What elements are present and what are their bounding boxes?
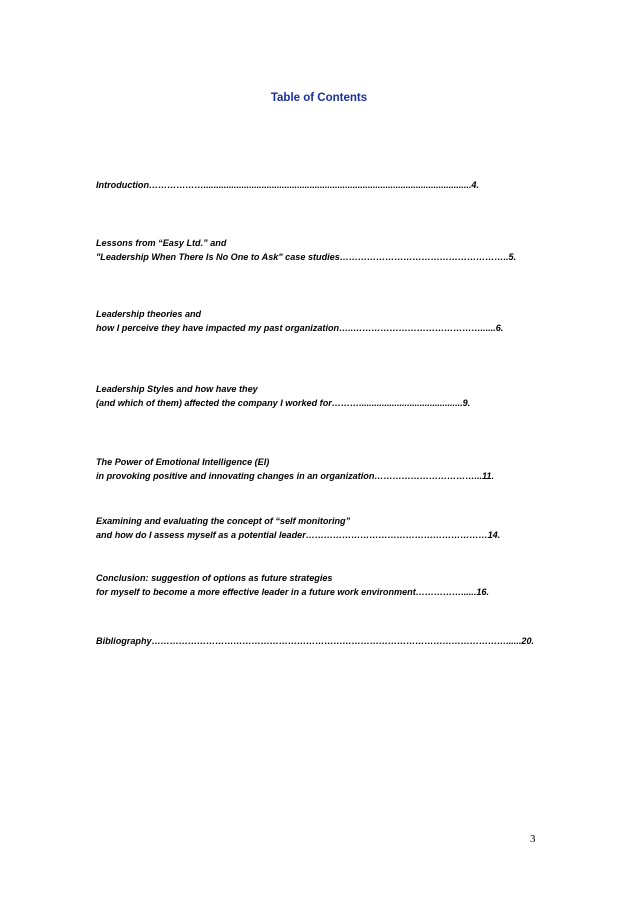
toc-entry-line: "Leadership When There Is No One to Ask" case studies………………………………………………..5. xyxy=(96,252,517,262)
toc-entry-leadership-theories xyxy=(96,307,546,335)
toc-entry-line: for myself to become a more effective leader in a future work environment……………......16. xyxy=(96,587,489,597)
toc-title: Table of Contents xyxy=(270,92,368,104)
page-number: 3 xyxy=(530,833,536,845)
toc-entry-line: in provoking positive and innovating changes in an organization……………………………...11. xyxy=(96,471,494,481)
toc-entry-line: Leadership theories and xyxy=(96,309,202,319)
toc-entry-conclusion xyxy=(96,571,546,599)
toc-entry-line: Introduction………………..........................................................................................................4. xyxy=(96,180,479,190)
toc-entry-line: how I perceive they have impacted my past organization…..……………………………………......6. xyxy=(96,323,504,333)
toc-entry-line: Examining and evaluating the concept of “self monitoring” xyxy=(96,516,351,526)
toc-entry-introduction xyxy=(96,178,546,192)
toc-entry-emotional-intelligence xyxy=(96,455,546,483)
toc-entry-line: Leadership Styles and how have they xyxy=(96,384,258,394)
toc-entry-line: The Power of Emotional Intelligence (EI) xyxy=(96,457,270,467)
toc-entry-line: Lessons from “Easy Ltd.” and xyxy=(96,238,227,248)
toc-entry-line: Conclusion: suggestion of options as future strategies xyxy=(96,573,333,583)
toc-entry-line: and how do I assess myself as a potential leader……………………………………………………14. xyxy=(96,530,501,540)
toc-entry-line: (and which of them) affected the company I worked for……….........................................9. xyxy=(96,398,471,408)
toc-entry-bibliography xyxy=(96,634,546,648)
toc-entry-line: Bibliography………………………………………………………………………………………………………......20. xyxy=(96,636,535,646)
toc-entry-leadership-styles xyxy=(96,382,546,410)
toc-entry-lessons xyxy=(96,236,546,264)
toc-entry-self-monitoring xyxy=(96,514,546,542)
